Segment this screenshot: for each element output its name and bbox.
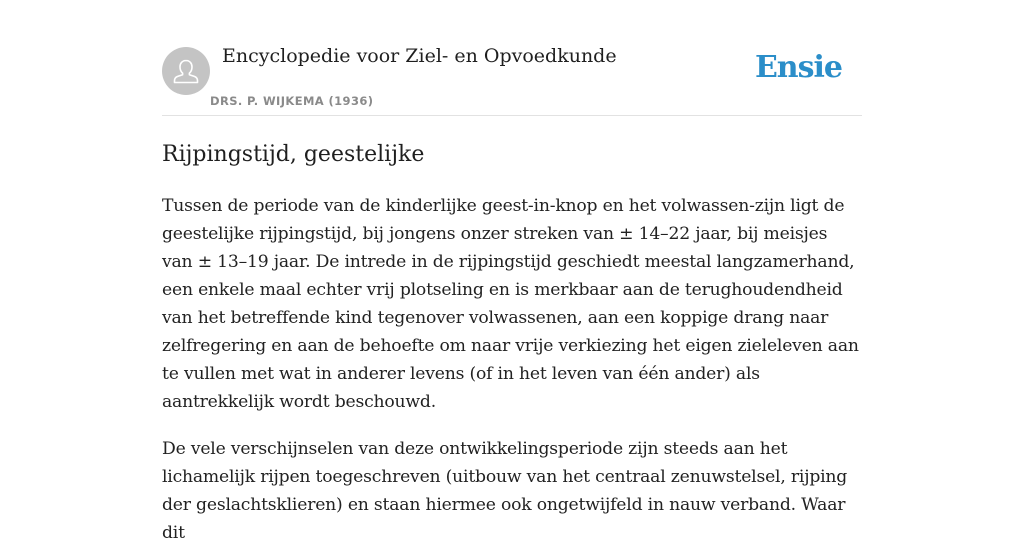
author-avatar[interactable] <box>162 47 210 95</box>
author-label: DRS. P. WIJKEMA (1936) <box>210 94 374 108</box>
source-title-link[interactable]: Encyclopedie voor Ziel- en Opvoedkunde <box>222 45 617 67</box>
user-silhouette-icon <box>162 47 210 95</box>
article-paragraph-2: De vele verschijnselen van deze ontwikkelingsperiode zijn steeds aan het lichamelijk rijpen toegeschreven (uitbouw van het centraal zenuwstelsel, rijping der geslachtsklieren) en staan hiermee ook ongetwijfeld in nauw verband. Waar dit <box>162 439 848 543</box>
article-title: Rijpingstijd, geestelijke <box>162 142 425 167</box>
article-body <box>162 192 862 547</box>
source-header <box>162 0 862 116</box>
article-container <box>162 0 862 547</box>
ensie-logo[interactable]: Ensie <box>754 50 842 85</box>
article-paragraph-1: Tussen de periode van de kinderlijke geest-in-knop en het volwassen-zijn ligt de geestelijke rijpingstijd, bij jongens onzer streken van ± 14–22 jaar, bij meisjes van ± 13–19 jaar. De intrede in de rijpingstijd geschiedt meestal langzamerhand, een enkele maal echter vrij plotseling en is merkbaar aan de terughoudendheid van het betreffende kind tegenover volwassenen, aan een koppige drang naar zelfregering en aan de behoefte om naar vrije verkiezing het eigen zieleleven aan te vullen met wat in anderer levens (of in het leven van één ander) als aantrekkelijk wordt beschouwd. <box>162 196 859 412</box>
